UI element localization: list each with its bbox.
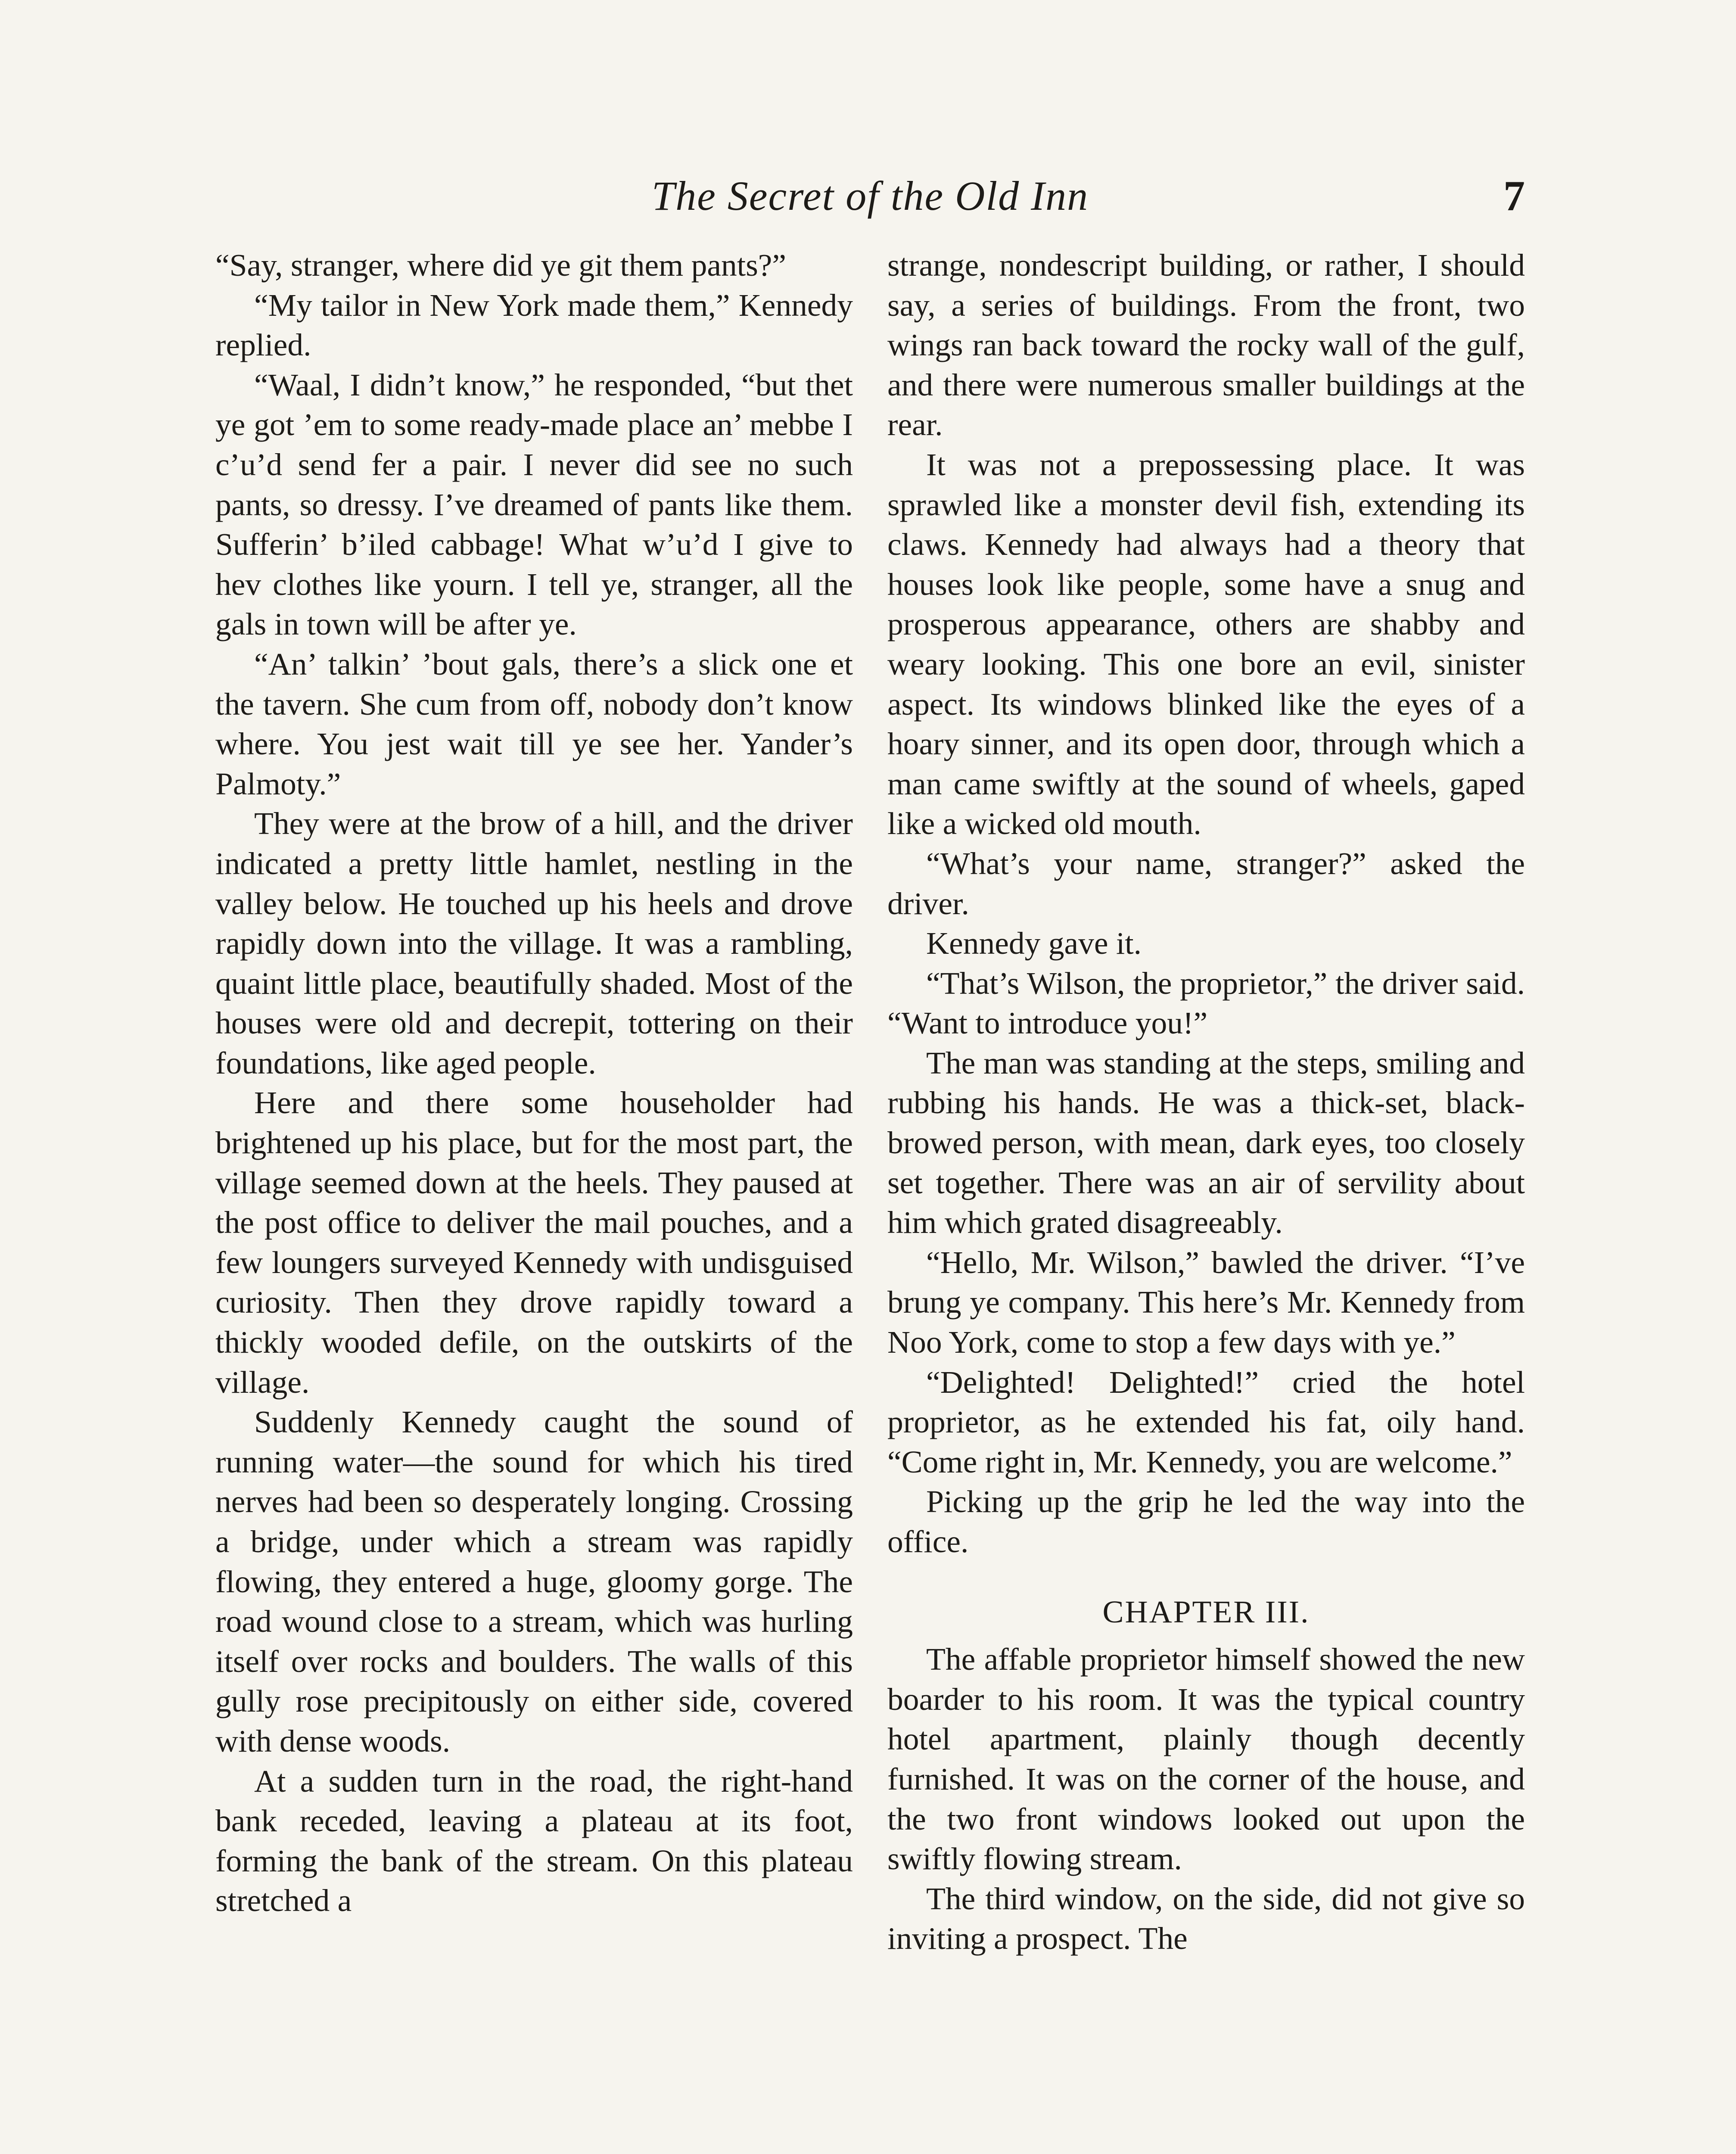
paragraph: “An’ talkin’ ’bout gals, there’s a slick one et the tavern. She cum from off, nobody don’t know where. You jest wait till ye see her. Yander’s Palmoty.”: [215, 646, 853, 801]
left-column: [215, 246, 853, 1921]
paragraph: At a sudden turn in the road, the right-hand bank receded, leaving a plateau at its foot, forming the bank of the stream. On this plateau stretched a: [215, 1763, 853, 1918]
chapter-heading: CHAPTER III.: [1102, 1594, 1310, 1629]
paragraph: “What’s your name, stranger?” asked the driver.: [887, 846, 1525, 921]
paragraph: strange, nondescript building, or rather, I should say, a series of buildings. From the front, two wings ran back toward the rocky wall of the gulf, and there were numerous smaller buildings at the rear.: [887, 248, 1525, 442]
running-title: The Secret of the Old Inn: [651, 173, 1089, 219]
running-header: [215, 162, 1525, 230]
paragraph: It was not a prepossessing place. It was sprawled like a monster devil fish, extending its claws. Kennedy had always had a theory that houses look like people, some have a snug and prosperous appearance, others are shabby and weary looking. This one bore an evil, sinister aspect. Its windows blinked like the eyes of a hoary sinner, and its open door, through which a man came swiftly at the sound of wheels, gaped like a wicked old mouth.: [887, 447, 1525, 841]
page-number: 7: [1503, 172, 1525, 220]
paragraph: The third window, on the side, did not give so inviting a prospect. The: [887, 1881, 1525, 1956]
paragraph: Picking up the grip he led the way into the office.: [887, 1484, 1525, 1559]
paragraph: “My tailor in New York made them,” Kennedy replied.: [215, 287, 853, 363]
paragraph: The affable proprietor himself showed the new boarder to his room. It was the typical country hotel apartment, plainly though decently furnished. It was on the corner of the house, and the two front windows looked out upon the swiftly flowing stream.: [887, 1642, 1525, 1877]
paragraph: They were at the brow of a hill, and the driver indicated a pretty little hamlet, nestling in the valley below. He touched up his heels and drove rapidly down into the village. It was a rambling, quaint little place, beautifully shaded. Most of the houses were old and decrepit, tottering on their foundations, like aged people.: [215, 806, 853, 1080]
paragraph: Suddenly Kennedy caught the sound of running water—the sound for which his tired nerves had been so desperately longing. Crossing a bridge, under which a stream was rapidly flowing, they entered a huge, gloomy gorge. The road wound close to a stream, which was hurling itself over rocks and boulders. The walls of this gully rose precipitously on either side, covered with dense woods.: [215, 1404, 853, 1759]
paragraph: The man was standing at the steps, smiling and rubbing his hands. He was a thick-set, black-browed person, with mean, dark eyes, too closely set together. There was an air of servility about him which grated disagreeably.: [887, 1045, 1525, 1240]
paragraph: Kennedy gave it.: [926, 926, 1142, 961]
paragraph: “That’s Wilson, the proprietor,” the driver said. “Want to introduce you!”: [887, 965, 1525, 1041]
right-column: [887, 246, 1525, 1959]
paragraph: “Delighted! Delighted!” cried the hotel proprietor, as he extended his fat, oily hand. “Come right in, Mr. Kennedy, you are welcome.”: [887, 1364, 1525, 1479]
paragraph: “Hello, Mr. Wilson,” bawled the driver. “I’ve brung ye company. This here’s Mr. Kennedy from Noo York, come to stop a few days with ye.”: [887, 1245, 1525, 1360]
paragraph: “Waal, I didn’t know,” he responded, “but thet ye got ’em to some ready-made place an’ mebbe I c’u’d send fer a pair. I never did see no such pants, so dressy. I’ve dreamed of pants like them. Sufferin’ b’iled cabbage! What w’u’d I give to hev clothes like yourn. I tell ye, stranger, all the gals in town will be after ye.: [215, 367, 853, 642]
paragraph: Here and there some householder had brightened up his place, but for the most part, the village seemed down at the heels. They paused at the post office to deliver the mail pouches, and a few loungers surveyed Kennedy with undisguised curiosity. Then they drove rapidly toward a thickly wooded defile, on the outskirts of the village.: [215, 1085, 853, 1400]
paragraph: “Say, stranger, where did ye git them pants?”: [215, 248, 787, 283]
